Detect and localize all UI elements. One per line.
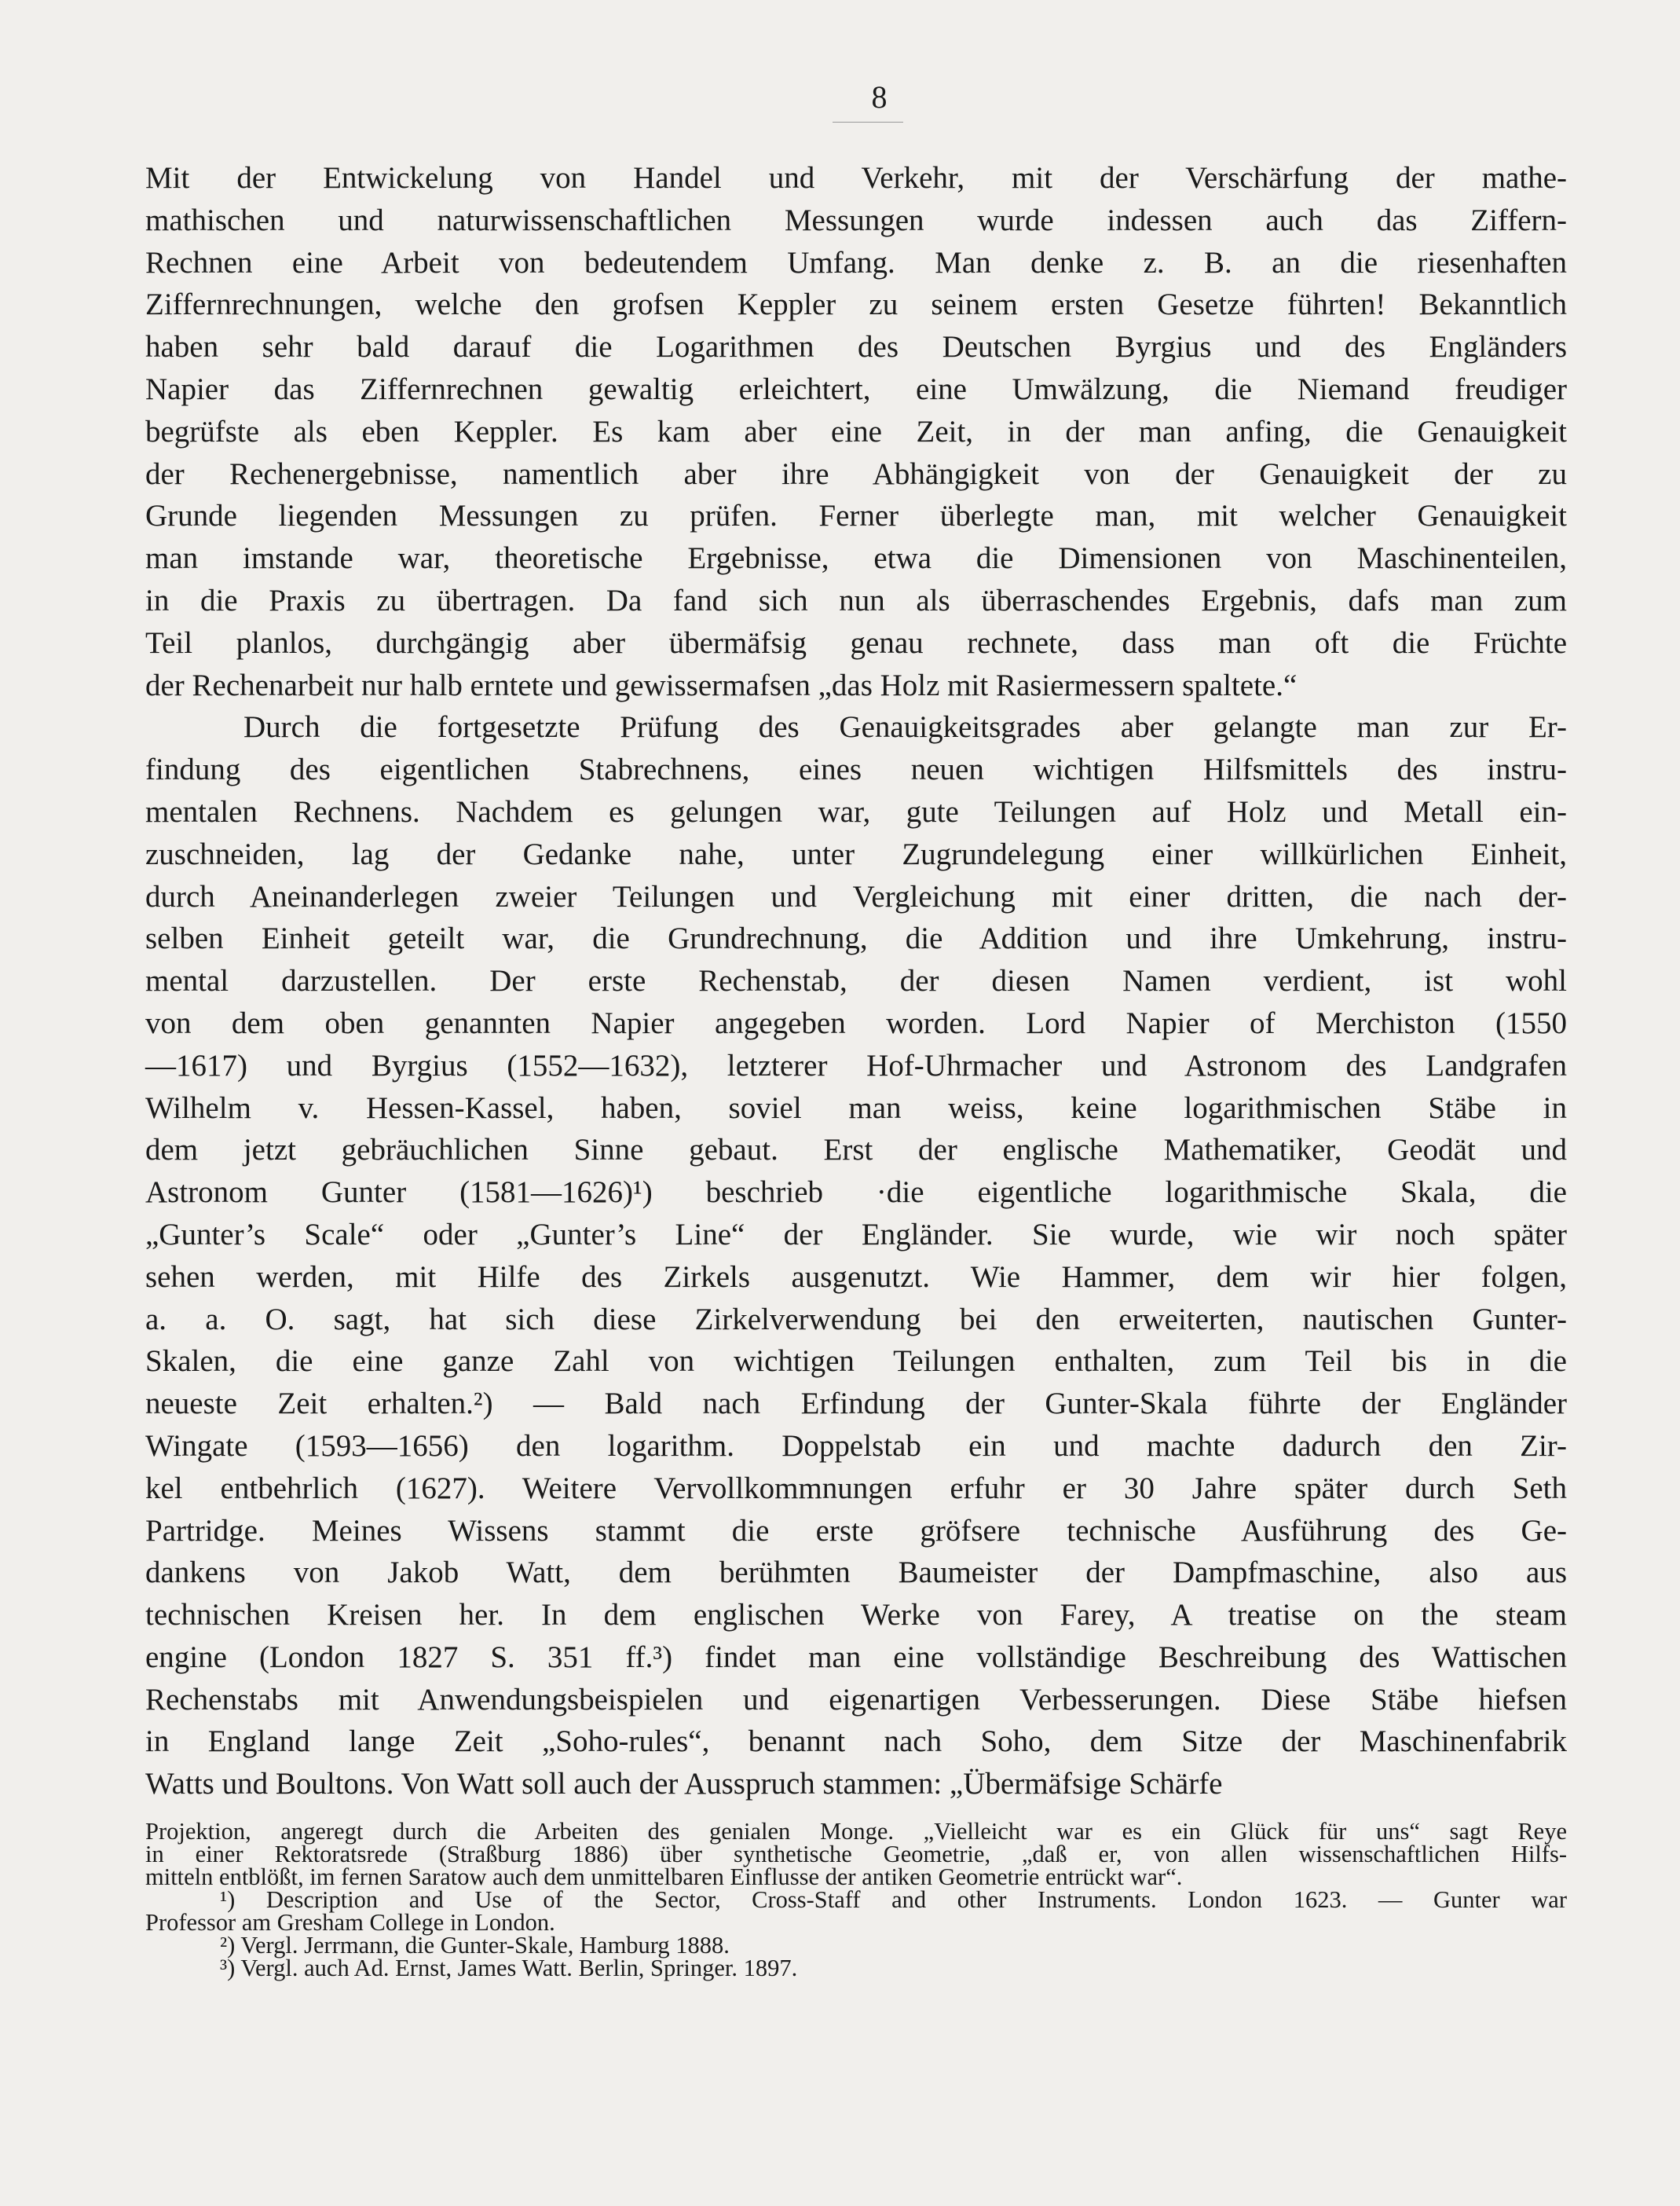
text-line: Ziffernrechnungen, welche den grofsen Keppler zu seinem ersten Gesetze führten! Bekanntlich: [145, 288, 1567, 322]
text-line: sehen werden, mit Hilfe des Zirkels ausgenutzt. Wie Hammer, dem wir hier folgen,: [145, 1259, 1567, 1294]
text-line: kel entbehrlich (1627). Weitere Vervollkommnungen erfuhr er 30 Jahre später durch Seth: [145, 1471, 1567, 1505]
text-line: —1617) und Byrgius (1552—1632), letzterer Hof-Uhrmacher und Astronom des Landgrafen: [145, 1048, 1567, 1083]
text-line: Watts und Boultons. Von Watt soll auch der Ausspruch stammen: „Übermäfsige Schärfe: [145, 1767, 1223, 1801]
page-number-rule: [833, 122, 903, 123]
text-line: Napier das Ziffernrechnen gewaltig erleichtert, eine Umwälzung, die Niemand freudiger: [145, 372, 1567, 406]
text-line: Mit der Entwickelung von Handel und Verkehr, mit der Verschärfung der mathe-: [145, 161, 1567, 195]
text-line: begrüfste als eben Keppler. Es kam aber eine Zeit, in der man anfing, die Genauigkeit: [145, 414, 1567, 449]
body-text: [145, 157, 1567, 1805]
text-line: neueste Zeit erhalten.²) — Bald nach Erfindung der Gunter-Skala führte der Engländer: [145, 1387, 1567, 1421]
text-line: technischen Kreisen her. In dem englischen Werke von Farey, A treatise on the steam: [145, 1598, 1567, 1633]
text-line: Wilhelm v. Hessen-Kassel, haben, soviel man weiss, keine logarithmischen Stäbe in: [145, 1090, 1567, 1125]
footnote-line: ³) Vergl. auch Ad. Ernst, James Watt. Berlin, Springer. 1897.: [220, 1955, 798, 1981]
text-line: Durch die fortgesetzte Prüfung des Genauigkeitsgrades aber gelangte man zur Er-: [243, 710, 1567, 745]
text-line: selben Einheit geteilt war, die Grundrechnung, die Addition und ihre Umkehrung, instru-: [145, 922, 1567, 956]
text-line: Skalen, die eine ganze Zahl von wichtigen Teilungen enthalten, zum Teil bis in die: [145, 1344, 1567, 1379]
footnote-line: Professor am Gresham College in London.: [145, 1909, 555, 1936]
text-line: Rechenstabs mit Anwendungsbeispielen und eigenartigen Verbesserungen. Diese Stäbe hiefsen: [145, 1682, 1567, 1717]
footnote-line: in einer Rektoratsrede (Straßburg 1886) über synthetische Geometrie, „daß er, von allen wissenschaftlichen Hilfs-: [145, 1841, 1567, 1867]
text-line: findung des eigentlichen Stabrechnens, eines neuen wichtigen Hilfsmittels des instru-: [145, 753, 1567, 787]
footnote-line: ²) Vergl. Jerrmann, die Gunter-Skale, Hamburg 1888.: [220, 1932, 730, 1959]
text-line: Wingate (1593—1656) den logarithm. Doppelstab ein und machte dadurch den Zir-: [145, 1428, 1567, 1463]
text-line: Partridge. Meines Wissens stammt die erste gröfsere technische Ausführung des Ge-: [145, 1513, 1567, 1548]
text-line: durch Aneinanderlegen zweier Teilungen und Vergleichung mit einer dritten, die nach der-: [145, 879, 1567, 914]
text-line: der Rechenarbeit nur halb erntete und gewissermafsen „das Holz mit Rasiermessern spaltete.“: [145, 668, 1298, 702]
text-line: der Rechenergebnisse, namentlich aber ihre Abhängigkeit von der Genauigkeit der zu: [145, 456, 1567, 491]
footnote-line: Projektion, angeregt durch die Arbeiten des genialen Monge. „Vielleicht war es ein Glück für uns“ sagt Reye: [145, 1818, 1567, 1845]
text-line: in England lange Zeit „Soho-rules“, benannt nach Soho, dem Sitze der Maschinenfabrik: [145, 1724, 1567, 1759]
text-line: Astronom Gunter (1581—1626)¹) beschrieb ·die eigentliche logarithmische Skala, die: [145, 1175, 1567, 1210]
text-line: dem jetzt gebräuchlichen Sinne gebaut. Erst der englische Mathematiker, Geodät und: [145, 1133, 1567, 1167]
text-line: Grunde liegenden Messungen zu prüfen. Ferner überlegte man, mit welcher Genauigkeit: [145, 499, 1567, 533]
text-line: a. a. O. sagt, hat sich diese Zirkelverwendung bei den erweiterten, nautischen Gunter-: [145, 1302, 1567, 1336]
text-line: haben sehr bald darauf die Logarithmen des Deutschen Byrgius und des Engländers: [145, 330, 1567, 365]
footnote-line: ¹) Description and Use of the Sector, Cross-Staff and other Instruments. London 1623. — Gunter war: [220, 1886, 1567, 1913]
text-line: Teil planlos, durchgängig aber übermäfsig genau rechnete, dass man oft die Früchte: [145, 625, 1567, 660]
text-line: „Gunter’s Scale“ oder „Gunter’s Line“ der Engländer. Sie wurde, wie wir noch später: [145, 1217, 1567, 1251]
text-line: in die Praxis zu übertragen. Da fand sich nun als überraschendes Ergebnis, dafs man zum: [145, 583, 1567, 617]
text-line: engine (London 1827 S. 351 ff.³) findet man eine vollständige Beschreibung des Wattischen: [145, 1640, 1567, 1674]
footnotes: [145, 1820, 1567, 1980]
text-line: man imstande war, theoretische Ergebnisse, etwa die Dimensionen von Maschinenteilen,: [145, 541, 1567, 576]
text-line: dankens von Jakob Watt, dem berühmten Baumeister der Dampfmaschine, also aus: [145, 1556, 1567, 1590]
text-line: zuschneiden, lag der Gedanke nahe, unter Zugrundelegung einer willkürlichen Einheit,: [145, 837, 1567, 871]
footnote-line: mitteln entblößt, im fernen Saratow auch dem unmittelbaren Einflusse der antiken Geometrie entrückt war“.: [145, 1863, 1183, 1890]
page-number: 8: [871, 79, 888, 115]
text-line: Rechnen eine Arbeit von bedeutendem Umfang. Man denke z. B. an die riesenhaften: [145, 245, 1567, 280]
text-line: mentalen Rechnens. Nachdem es gelungen war, gute Teilungen auf Holz und Metall ein-: [145, 794, 1567, 829]
text-line: mental darzustellen. Der erste Rechenstab, der diesen Namen verdient, ist wohl: [145, 964, 1567, 999]
text-line: von dem oben genannten Napier angegeben worden. Lord Napier of Merchiston (1550: [145, 1006, 1567, 1040]
text-line: mathischen und naturwissenschaftlichen Messungen wurde indessen auch das Ziffern-: [145, 203, 1567, 237]
